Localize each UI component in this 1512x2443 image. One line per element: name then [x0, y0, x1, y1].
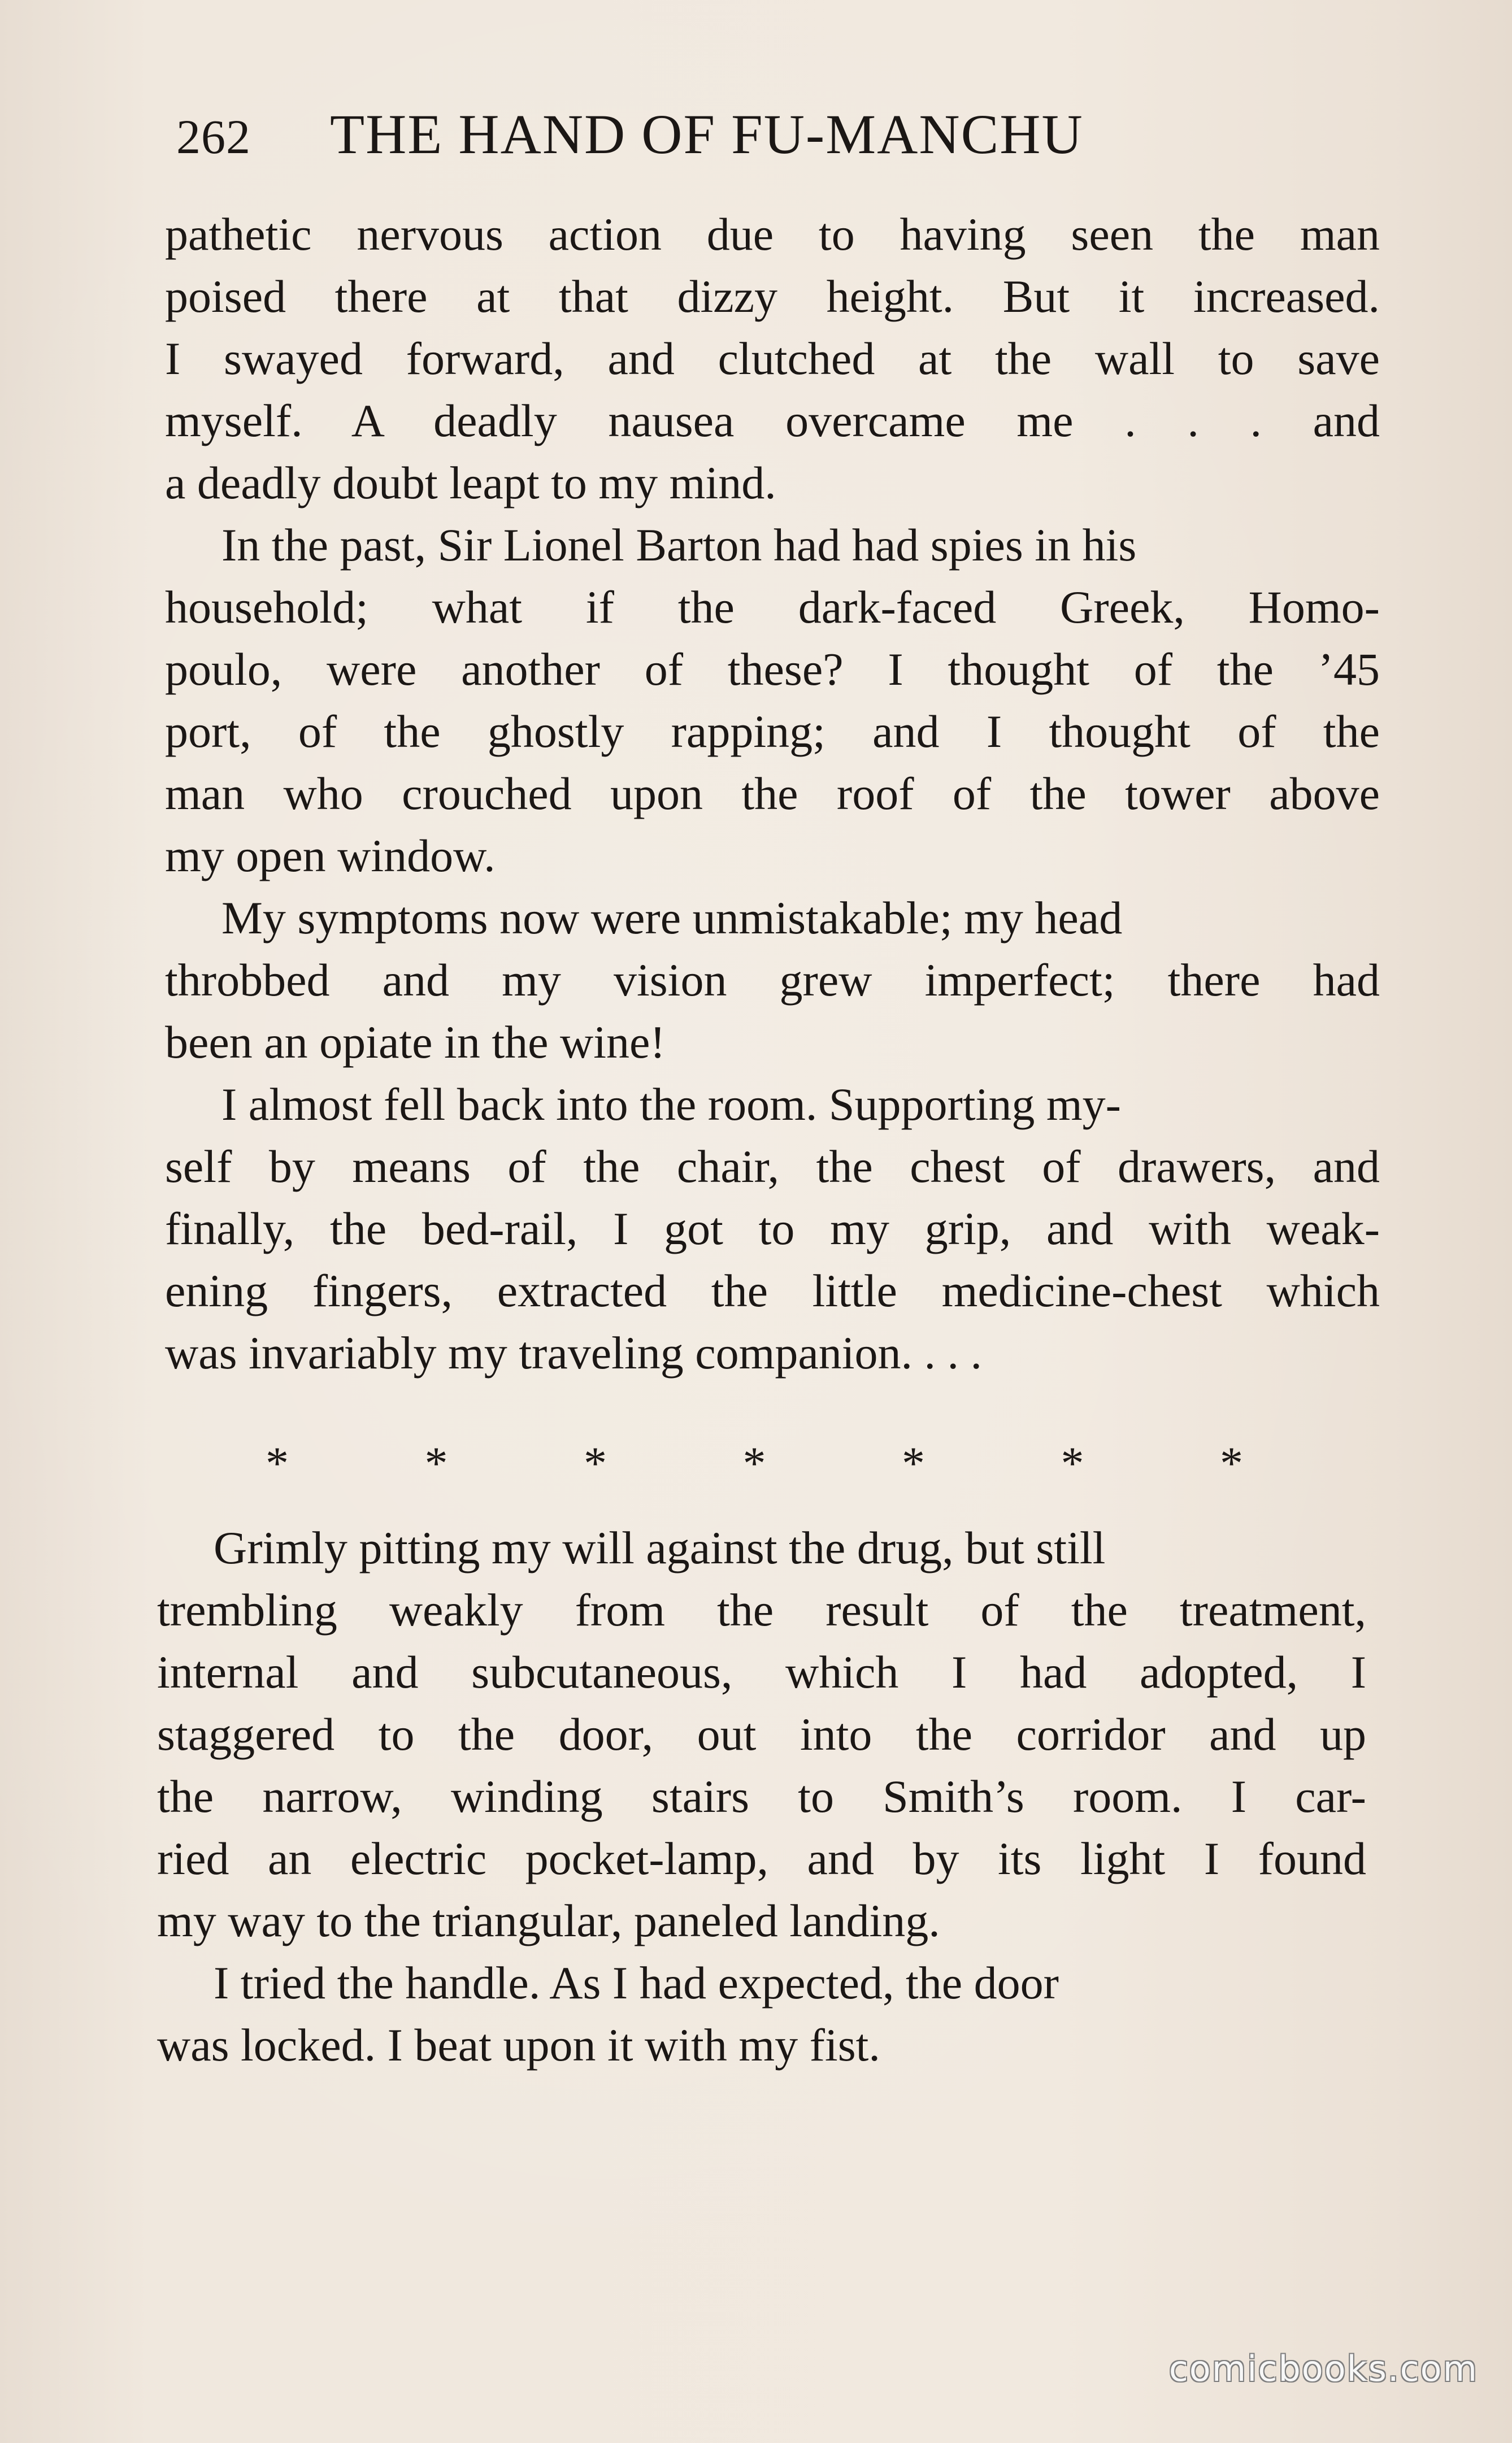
text-line: throbbed and my vision grew imperfect; there had: [165, 954, 1380, 1006]
body-text-after-break: [157, 1517, 1366, 2076]
running-head: THE HAND OF FU-MANCHU: [330, 103, 1084, 166]
text-line: been an opiate in the wine!: [165, 1016, 666, 1068]
page-header: [176, 102, 1261, 181]
text-line: I swayed forward, and clutched at the wall to save: [165, 333, 1380, 384]
asterisk: *: [1061, 1437, 1084, 1489]
text-line: household; what if the dark-faced Greek, Homo-: [165, 581, 1380, 633]
text-line: myself. A deadly nausea overcame me . . . and: [165, 395, 1380, 446]
page-number: 262: [176, 110, 251, 164]
asterisk: *: [424, 1437, 448, 1489]
text-line: I almost fell back into the room. Supporting my-: [221, 1079, 1121, 1130]
text-line: poised there at that dizzy height. But it increased.: [165, 271, 1380, 322]
text-line: internal and subcutaneous, which I had adopted, I: [157, 1646, 1366, 1698]
text-line: my way to the triangular, paneled landing.: [157, 1895, 940, 1946]
text-line: was locked. I beat upon it with my fist.: [157, 2019, 880, 2071]
body-text-before-break: [165, 203, 1380, 1384]
text-line: pathetic nervous action due to having seen the man: [165, 208, 1380, 260]
text-line: self by means of the chair, the chest of drawers, and: [165, 1141, 1380, 1192]
text-line: port, of the ghostly rapping; and I thought of the: [165, 706, 1380, 757]
text-line: staggered to the door, out into the corridor and up: [157, 1709, 1366, 1760]
asterisk: *: [742, 1437, 766, 1489]
text-line: was invariably my traveling companion. . . .: [165, 1327, 983, 1379]
text-line: my open window.: [165, 830, 496, 881]
text-line: man who crouched upon the roof of the tower above: [165, 768, 1380, 819]
text-line: Grimly pitting my will against the drug, but still: [214, 1522, 1106, 1573]
text-line: I tried the handle. As I had expected, the door: [214, 1957, 1059, 2009]
section-break: [266, 1432, 1243, 1494]
text-line: My symptoms now were unmistakable; my head: [221, 892, 1123, 944]
text-line: In the past, Sir Lionel Barton had had spies in his: [221, 519, 1137, 571]
text-line: finally, the bed-rail, I got to my grip, and with weak-: [165, 1203, 1380, 1254]
text-line: the narrow, winding stairs to Smith’s room. I car-: [157, 1771, 1366, 1822]
text-line: poulo, were another of these? I thought of the ’45: [165, 644, 1380, 695]
asterisk: *: [584, 1437, 607, 1489]
text-line: a deadly doubt leapt to my mind.: [165, 457, 776, 508]
text-line: trembling weakly from the result of the treatment,: [157, 1584, 1366, 1636]
asterisk: *: [902, 1437, 925, 1489]
asterisk: *: [1220, 1437, 1243, 1489]
asterisk: *: [266, 1437, 289, 1489]
text-line: ening fingers, extracted the little medicine-chest which: [165, 1265, 1380, 1316]
watermark-logo: comicbooks.com: [1168, 2348, 1478, 2389]
text-line: ried an electric pocket-lamp, and by its light I found: [157, 1833, 1366, 1884]
